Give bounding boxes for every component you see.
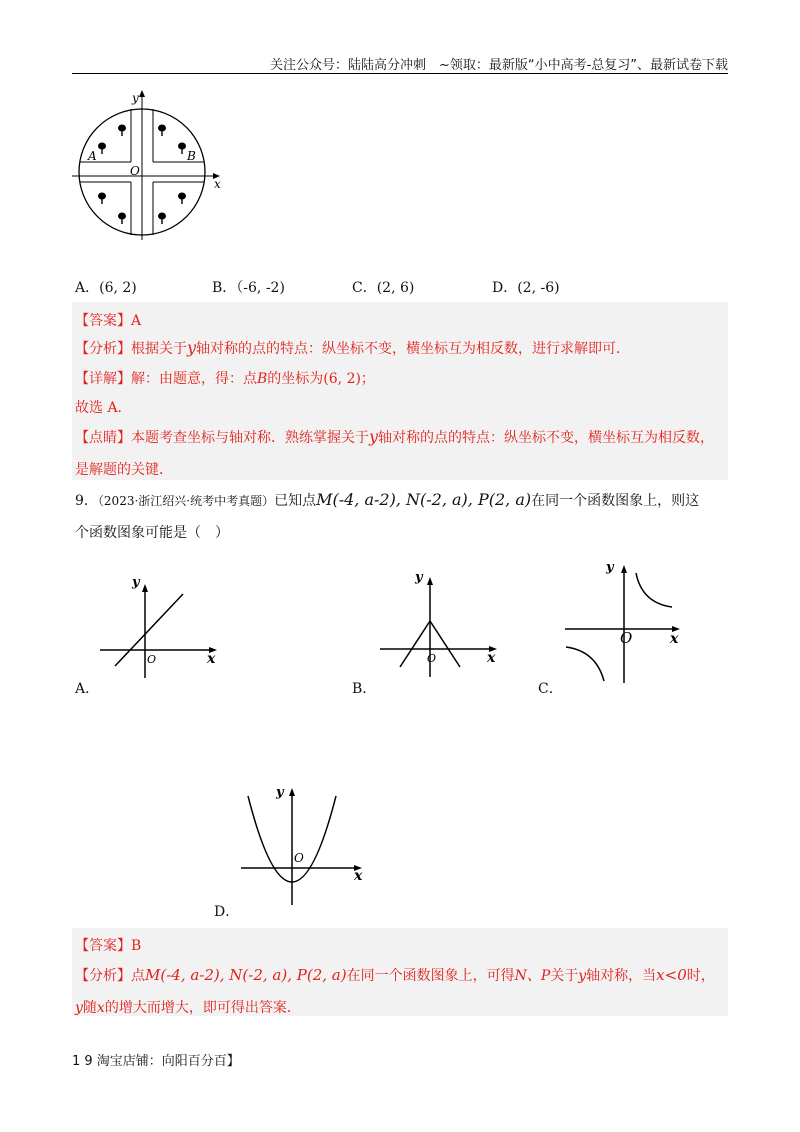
graph-a-label: A． [75,681,100,697]
svg-text:x: x [487,650,496,666]
svg-text:x: x [207,651,216,667]
page-header: 关注公众号：陆陆高分冲刺 ~领取：最新版“小中高考-总复习”、最新试卷下载 [269,58,728,73]
graph-c-label: C． [538,681,563,697]
svg-text:O: O [294,851,304,865]
question-9-line-2: 个函数图象可能是（ ） [75,525,229,541]
analysis-line-1: 【分析】根据关于y轴对称的点的特点：纵坐标不变，横坐标互为相反数，进行求解即可． [75,338,631,357]
svg-text:y: y [132,575,140,590]
graph-b-label: B． [352,681,377,697]
svg-text:y: y [415,570,423,585]
analysis-line-2: 【分析】点M(-4, a-2), N(-2, a), P(2, a)在同一个函数图象上，可得N、P关于y轴对称，当x<0时， [75,966,715,984]
graph-d-parabola [236,780,376,910]
svg-text:O: O [147,653,157,666]
option-d: D．(2, -6) [492,280,560,296]
answer-line-1 [75,310,141,330]
graph-b-inverted-v [375,565,505,680]
graph-a-line [95,570,225,680]
answer-tag: 【答案】 [75,313,131,329]
graph-c-hyperbola [560,555,690,685]
question-9-line-1: 9．（2023·浙江绍兴·统考中考真题）已知点M(-4, a-2), N(-2, a), P(2, a)在同一个函数图象上，则这 [75,490,700,509]
svg-text:x: x [670,631,679,647]
answer-line-2: 【答案】B [75,938,142,954]
x-axis-label: x [214,177,221,191]
svg-text:y: y [606,560,614,575]
y-axis-label: y [132,91,139,105]
graph-d-label: D． [214,904,240,920]
answer-box-1 [72,302,728,480]
point-b-label: B [187,149,196,163]
svg-text:O: O [427,652,437,665]
svg-text:x: x [354,868,363,884]
answer-value: A [131,313,142,329]
point-a-label: A [88,149,97,163]
comment-line-1: 【点睛】本题考查坐标与轴对称．熟练掌握关于y轴对称的点的特点：纵坐标不变，横坐标互为相反数， [75,427,715,446]
detail-line-1: 【详解】解：由题意，得：点B的坐标为(6, 2)； [75,371,375,387]
option-b: B．（-6, -2) [212,280,285,296]
svg-text:O: O [620,629,633,647]
svg-text:y: y [276,785,284,800]
comment-line-2: 是解题的关键． [75,462,173,478]
header-divider [72,73,728,74]
option-a: A．(6, 2) [75,280,137,296]
choice-line-1: 故选 A. [75,400,123,416]
option-c: C．(2, 6) [352,280,415,296]
page-footer: 1 9 淘宝店铺：向阳百分百】 [72,1054,240,1069]
analysis-line-2b: y随x的增大而增大，即可得出答案． [75,1000,301,1016]
origin-label: O [130,164,140,178]
park-coordinate-figure [70,88,230,248]
